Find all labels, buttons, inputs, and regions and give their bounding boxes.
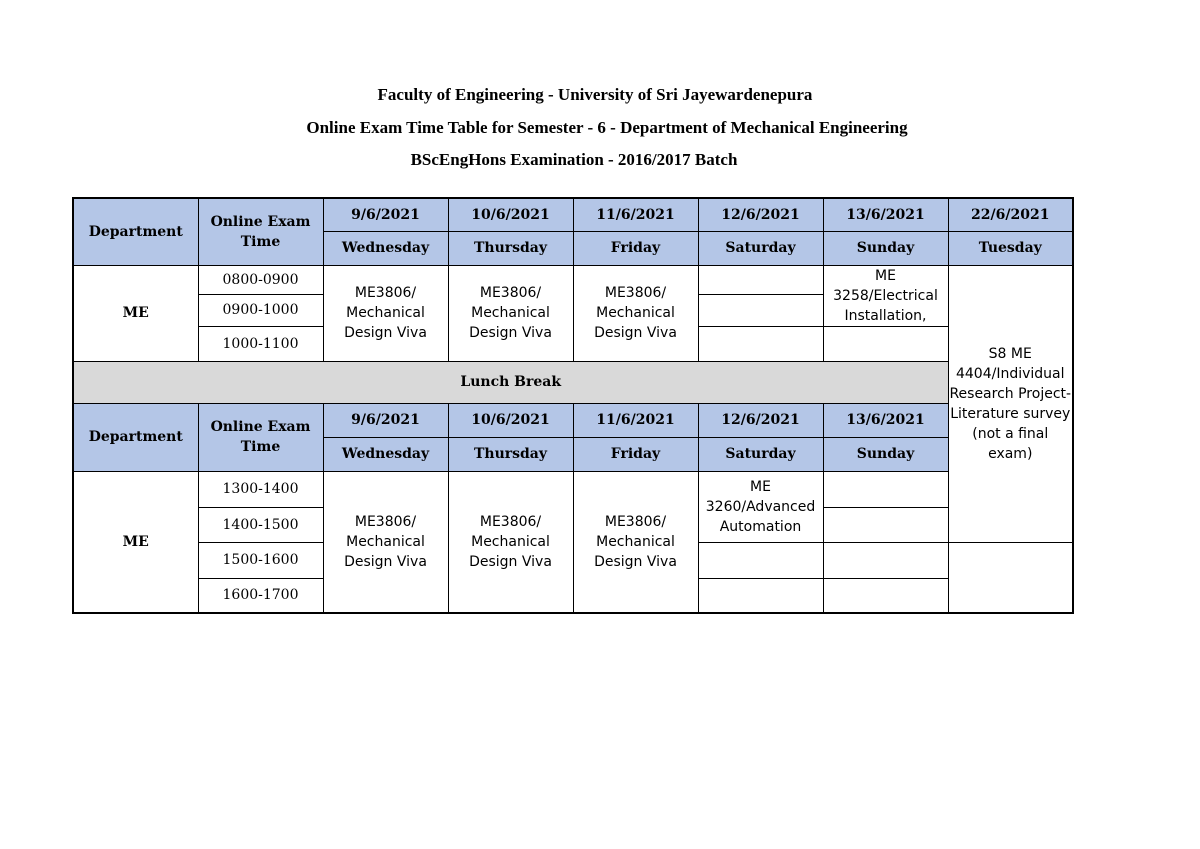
- time-slot: 0800-0900: [198, 265, 323, 295]
- time-slot: 0900-1000: [198, 295, 323, 326]
- date-header: 9/6/2021: [323, 403, 448, 437]
- exam-cell-tuesday: [948, 265, 1073, 542]
- exam-line: ME3806/: [354, 285, 417, 301]
- date-header: 11/6/2021: [573, 198, 698, 231]
- exam-line: S8 ME: [988, 345, 1032, 362]
- date-header: 13/6/2021: [823, 403, 948, 437]
- exam-line: Research Project-: [949, 385, 1072, 402]
- exam-line: Design Viva: [344, 553, 427, 570]
- date-header: 10/6/2021: [448, 403, 573, 437]
- time-slot: 1500-1600: [198, 542, 323, 578]
- date-header: 11/6/2021: [573, 403, 698, 437]
- date-header: 13/6/2021: [823, 198, 948, 231]
- exam-line: Mechanical: [346, 533, 425, 550]
- lunch-break-row: Lunch Break: [73, 361, 948, 403]
- exam-line: Mechanical: [596, 305, 675, 321]
- exam-line: (not a final exam): [972, 425, 1049, 462]
- date-header: 9/6/2021: [323, 198, 448, 231]
- exam-line: Installation,: [844, 307, 927, 324]
- day-header: Sunday: [823, 437, 948, 471]
- empty-cell: [698, 326, 823, 361]
- day-header: Thursday: [448, 231, 573, 265]
- exam-line: Mechanical: [596, 533, 675, 550]
- exam-time-header: Online Exam Time: [198, 403, 323, 471]
- exam-line: Mechanical: [471, 305, 550, 321]
- exam-cell: [573, 471, 698, 613]
- time-slot: 1300-1400: [198, 471, 323, 507]
- exam-line: Mechanical: [471, 533, 550, 550]
- exam-line: ME3806/: [479, 513, 542, 530]
- exam-line: ME3806/: [604, 285, 667, 301]
- department-header: Department: [73, 403, 198, 471]
- exam-timetable: [72, 197, 1074, 614]
- day-header: Thursday: [448, 437, 573, 471]
- empty-cell: [698, 542, 823, 578]
- day-header: Wednesday: [323, 437, 448, 471]
- day-header: Sunday: [823, 231, 948, 265]
- date-header: 12/6/2021: [698, 403, 823, 437]
- time-slot: 1000-1100: [198, 326, 323, 361]
- time-slot: 1600-1700: [198, 578, 323, 613]
- exam-line: Automation: [719, 518, 802, 535]
- exam-line: ME: [875, 267, 896, 284]
- day-header: Saturday: [698, 231, 823, 265]
- exam-line: Design Viva: [594, 325, 677, 341]
- exam-cell: [448, 471, 573, 613]
- faculty-title: Faculty of Engineering - University of Sri Jayewardenepura: [377, 85, 813, 104]
- exam-cell: [823, 265, 948, 326]
- day-header: Wednesday: [323, 231, 448, 265]
- department-header: Department: [73, 198, 198, 265]
- exam-line: Mechanical: [346, 305, 425, 321]
- exam-cell: [448, 265, 573, 361]
- empty-cell: [698, 265, 823, 295]
- exam-time-header: Online Exam Time: [198, 198, 323, 265]
- empty-cell: [823, 507, 948, 542]
- exam-line: ME3806/: [604, 513, 667, 530]
- time-slot: 1400-1500: [198, 507, 323, 542]
- empty-cell: [823, 542, 948, 578]
- exam-line: 3258/Electrical: [833, 287, 938, 304]
- exam-cell: [698, 471, 823, 542]
- date-header: 22/6/2021: [948, 198, 1073, 231]
- exam-line: Design Viva: [469, 553, 552, 570]
- exam-line: ME: [750, 478, 771, 495]
- day-header: Friday: [573, 231, 698, 265]
- examination-title: BScEngHons Examination - 2016/2017 Batch: [410, 150, 738, 169]
- date-header: 12/6/2021: [698, 198, 823, 231]
- day-header: Saturday: [698, 437, 823, 471]
- department-cell: ME: [73, 265, 198, 361]
- timetable-title: Online Exam Time Table for Semester - 6 - Department of Mechanical Engineering: [306, 118, 908, 137]
- exam-line: Design Viva: [594, 553, 677, 570]
- exam-line: ME3806/: [479, 285, 542, 301]
- empty-cell: [823, 326, 948, 361]
- empty-cell: [698, 578, 823, 613]
- date-header: 10/6/2021: [448, 198, 573, 231]
- exam-line: 4404/Individual: [955, 365, 1065, 382]
- exam-cell: [573, 265, 698, 361]
- exam-line: 3260/Advanced: [705, 498, 816, 515]
- day-header: Tuesday: [948, 231, 1073, 265]
- exam-line: ME3806/: [354, 513, 417, 530]
- exam-line: Design Viva: [469, 325, 552, 341]
- empty-cell: [823, 471, 948, 507]
- empty-cell: [823, 578, 948, 613]
- exam-cell: [323, 471, 448, 613]
- exam-line: Literature survey: [950, 405, 1071, 422]
- day-header: Friday: [573, 437, 698, 471]
- exam-line: Design Viva: [344, 325, 427, 341]
- department-cell: ME: [73, 471, 198, 613]
- empty-cell: [698, 295, 823, 326]
- exam-cell: [323, 265, 448, 361]
